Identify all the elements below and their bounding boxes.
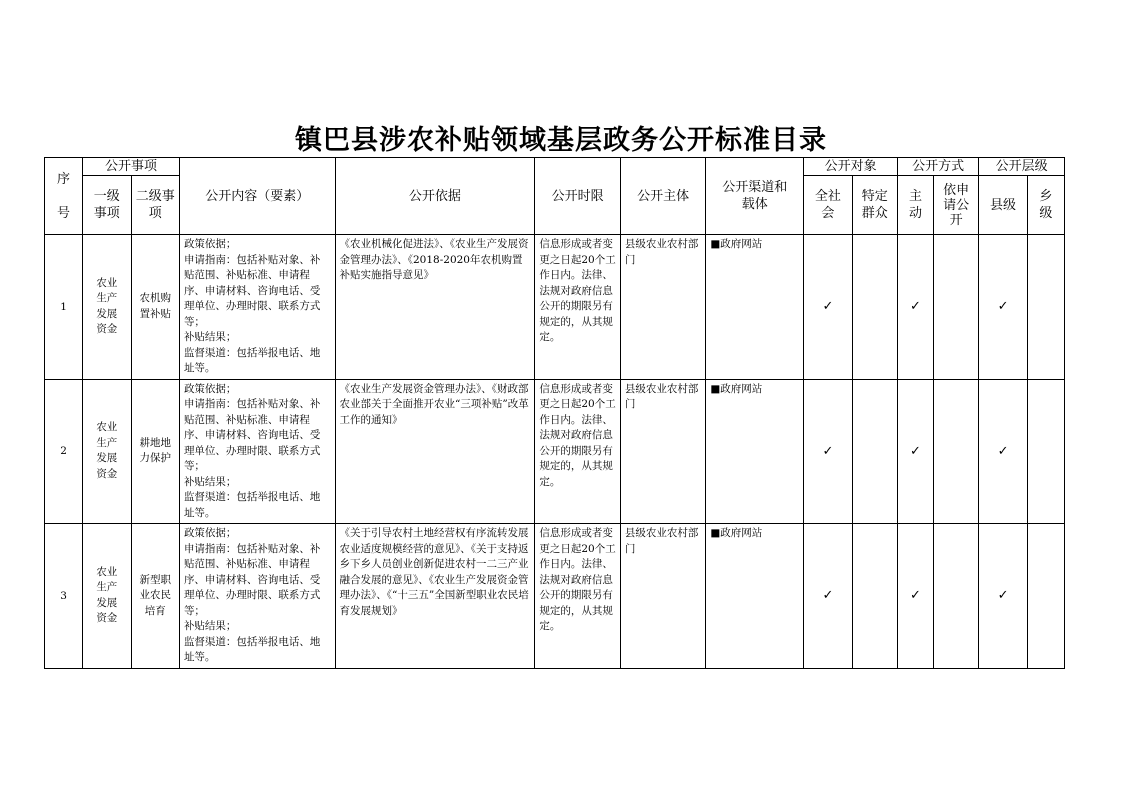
row-level1: 农业 生产 发展 资金 [83, 379, 131, 524]
row-basis: 《农业生产发展资金管理办法》、《财政部 农业部关于全面推开农业“三项补贴”改革工作的通知》 [335, 379, 535, 524]
row-county-check: ✓ [979, 524, 1027, 669]
row-on-request-check [934, 235, 979, 380]
row-on-request-check [934, 524, 979, 669]
row-content: 政策依据； 申请指南：包括补贴对象、补贴范围、补贴标准、申请程序、申请材料、咨询电话、受理单位、办理时限、联系方式等； 补贴结果； 监督渠道：包括举报电话、地址等。 [179, 235, 335, 380]
row-all-society-check: ✓ [804, 235, 852, 380]
header-channel: 公开渠道和 载体 [706, 158, 804, 235]
table-row [45, 524, 1065, 669]
row-basis: 《农业机械化促进法》、《农业生产发展资金管理办法》、《2018-2020年农机购置补贴实施指导意见》 [335, 235, 535, 380]
header-active: 主 动 [897, 176, 933, 235]
row-all-society-check: ✓ [804, 379, 852, 524]
disclosure-catalog-table [44, 157, 1065, 669]
header-all-society: 全社 会 [804, 176, 852, 235]
row-all-society-check: ✓ [804, 524, 852, 669]
row-seq: 3 [45, 524, 83, 669]
row-active-check: ✓ [897, 379, 933, 524]
row-content: 政策依据； 申请指南：包括补贴对象、补贴范围、补贴标准、申请程序、申请材料、咨询电话、受理单位、办理时限、联系方式等； 补贴结果； 监督渠道：包括举报电话、地址等。 [179, 379, 335, 524]
header-on-request: 依申 请公 开 [934, 176, 979, 235]
row-seq: 1 [45, 235, 83, 380]
header-method-group: 公开方式 [897, 158, 978, 176]
row-time-limit: 信息形成或者变更之日起20个工作日内。法律、法规对政府信息公开的期限另有规定的，从其规定。 [535, 379, 621, 524]
header-target-group: 公开对象 [804, 158, 898, 176]
row-active-check: ✓ [897, 524, 933, 669]
header-specific: 特定 群众 [852, 176, 897, 235]
row-basis: 《关于引导农村土地经营权有序流转发展农业适度规模经营的意见》、《关于支持返乡下乡人员创业创新促进农村一二三产业融合发展的意见》、《农业生产发展资金管理办法》、《“十三五”全国新型职业农民培育发展规划》 [335, 524, 535, 669]
row-seq: 2 [45, 379, 83, 524]
row-township-check [1027, 235, 1064, 380]
row-channel: ■政府网站 [706, 524, 804, 669]
document-title: 镇巴县涉农补贴领域基层政务公开标准目录 [295, 125, 827, 156]
row-level1: 农业 生产 发展 资金 [83, 235, 131, 380]
row-township-check [1027, 524, 1064, 669]
row-level2: 新型职 业农民 培育 [131, 524, 179, 669]
row-time-limit: 信息形成或者变更之日起20个工作日内。法律、法规对政府信息公开的期限另有规定的，从其规定。 [535, 524, 621, 669]
header-seq: 序 号 [45, 158, 83, 235]
header-level1: 一级 事项 [83, 176, 131, 235]
row-channel: ■政府网站 [706, 235, 804, 380]
row-channel: ■政府网站 [706, 379, 804, 524]
header-time-limit: 公开时限 [535, 158, 621, 235]
row-active-check: ✓ [897, 235, 933, 380]
row-on-request-check [934, 379, 979, 524]
header-items-group: 公开事项 [83, 158, 180, 176]
row-specific-check [852, 235, 897, 380]
row-specific-check [852, 524, 897, 669]
header-county: 县级 [979, 176, 1027, 235]
table-row [45, 235, 1065, 380]
row-county-check: ✓ [979, 379, 1027, 524]
row-township-check [1027, 379, 1064, 524]
row-county-check: ✓ [979, 235, 1027, 380]
header-level-group: 公开层级 [979, 158, 1065, 176]
row-level2: 耕地地 力保护 [131, 379, 179, 524]
header-subject: 公开主体 [620, 158, 706, 235]
header-row-1 [45, 158, 1065, 176]
table-row [45, 379, 1065, 524]
row-content: 政策依据； 申请指南：包括补贴对象、补贴范围、补贴标准、申请程序、申请材料、咨询电话、受理单位、办理时限、联系方式等； 补贴结果； 监督渠道：包括举报电话、地址等。 [179, 524, 335, 669]
header-level2: 二级事 项 [131, 176, 179, 235]
row-level2: 农机购 置补贴 [131, 235, 179, 380]
row-subject: 县级农业农村部门 [620, 235, 706, 380]
row-specific-check [852, 379, 897, 524]
row-level1: 农业 生产 发展 资金 [83, 524, 131, 669]
header-township: 乡 级 [1027, 176, 1064, 235]
row-time-limit: 信息形成或者变更之日起20个工作日内。法律、法规对政府信息公开的期限另有规定的，从其规定。 [535, 235, 621, 380]
header-content: 公开内容（要素） [179, 158, 335, 235]
header-basis: 公开依据 [335, 158, 535, 235]
row-subject: 县级农业农村部门 [620, 524, 706, 669]
row-subject: 县级农业农村部门 [620, 379, 706, 524]
